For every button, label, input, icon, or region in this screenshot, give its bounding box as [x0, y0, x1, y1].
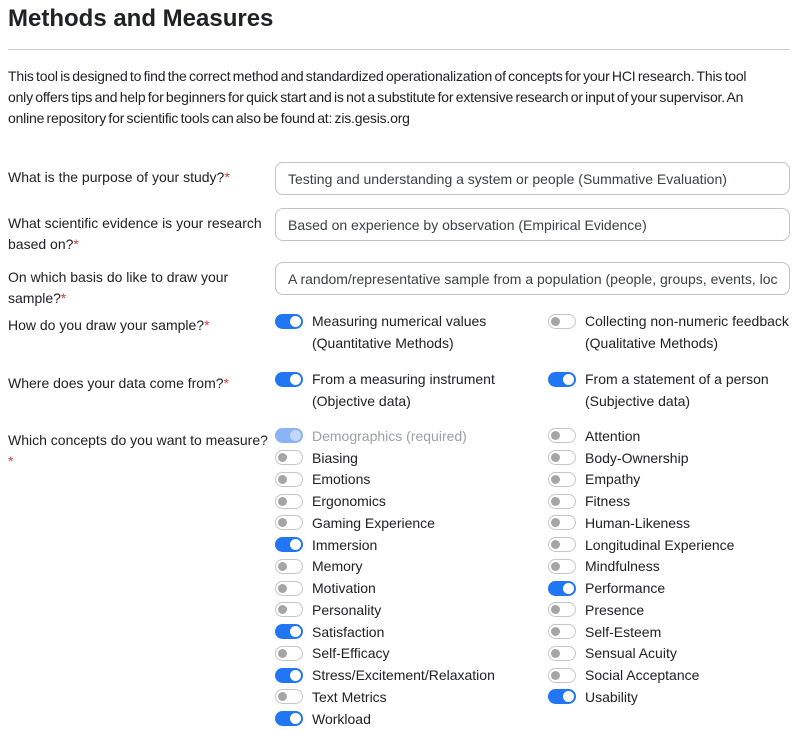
- concept-label: Human-Likeness: [585, 514, 691, 531]
- toggle-option-subjective: [548, 368, 769, 412]
- concept-toggle-row: [275, 686, 548, 708]
- objective-toggle-label: From a measuring instrument (Objective data): [312, 371, 495, 409]
- required-asterisk: *: [8, 453, 14, 469]
- concept-toggle-row: [548, 490, 790, 512]
- concept-toggle-row: [275, 490, 548, 512]
- concept-label: Fitness: [585, 493, 631, 510]
- concept-toggle-row: [275, 447, 548, 469]
- concept-label: Personality: [312, 601, 382, 618]
- subjective-toggle-switch[interactable]: [548, 372, 576, 387]
- concept-label: Biasing: [312, 449, 358, 466]
- concept-toggle-switch[interactable]: [548, 646, 576, 661]
- objective-toggle-switch[interactable]: [275, 372, 303, 387]
- page-title: Methods and Measures: [8, 5, 274, 32]
- concepts-question-label: Which concepts do you want to measure? *: [8, 425, 275, 472]
- required-asterisk: *: [224, 169, 230, 185]
- concept-label: Text Metrics: [312, 688, 387, 705]
- concept-toggle-row: [548, 643, 790, 665]
- quantitative-toggle-switch[interactable]: [275, 314, 303, 329]
- intro-description: [8, 66, 790, 129]
- concept-label: Immersion: [312, 536, 378, 553]
- concept-toggle-switch[interactable]: [548, 624, 576, 639]
- concept-toggle-row: [548, 447, 790, 469]
- concept-label: Stress/Excitement/Relaxation: [312, 667, 495, 684]
- concept-toggle-row: [275, 469, 548, 491]
- concept-toggle-switch[interactable]: [275, 624, 303, 639]
- concept-toggle-row: [275, 664, 548, 686]
- toggle-option-objective: [275, 368, 548, 412]
- concepts-column-left: [275, 425, 548, 730]
- quantitative-toggle-label: Measuring numerical values (Quantitative Methods): [312, 313, 487, 351]
- required-asterisk: *: [60, 290, 67, 306]
- concept-label: Usability: [585, 688, 638, 705]
- purpose-question-label: What is the purpose of your study?*: [8, 169, 230, 185]
- question-draw-sample-row: [8, 310, 790, 354]
- concept-toggle-switch[interactable]: [275, 646, 303, 661]
- concept-toggle-switch[interactable]: [548, 581, 576, 596]
- concept-toggle-row: [275, 708, 548, 730]
- concept-label: Social Acceptance: [585, 667, 700, 684]
- data-source-question-label: Where does your data come from?*: [8, 375, 229, 391]
- concept-toggle-switch[interactable]: [548, 472, 576, 487]
- concept-toggle-row: [548, 664, 790, 686]
- concept-label: Memory: [312, 558, 363, 575]
- concept-label: Ergonomics: [312, 493, 386, 510]
- concept-toggle-row: [275, 534, 548, 556]
- concept-toggle-row: [548, 512, 790, 534]
- concept-label: Mindfulness: [585, 558, 660, 575]
- subjective-toggle-label: From a statement of a person (Subjective data): [585, 371, 769, 409]
- concept-label: Demographics (required): [312, 427, 467, 444]
- concept-toggle-switch[interactable]: [548, 494, 576, 509]
- concept-toggle-row: [275, 621, 548, 643]
- concept-toggle-row: [275, 577, 548, 599]
- concept-toggle-switch[interactable]: [275, 450, 303, 465]
- concept-label: Emotions: [312, 471, 371, 488]
- purpose-input[interactable]: [275, 162, 790, 195]
- concept-toggle-row: [548, 534, 790, 556]
- basis-input[interactable]: [275, 262, 790, 295]
- concept-toggle-switch[interactable]: [548, 428, 576, 443]
- concept-toggle-row: [548, 556, 790, 578]
- concept-toggle-switch[interactable]: [548, 537, 576, 552]
- concept-toggle-switch[interactable]: [548, 602, 576, 617]
- draw-sample-question-label: How do you draw your sample?*: [8, 317, 210, 333]
- concept-toggle-switch[interactable]: [275, 515, 303, 530]
- concepts-column-right: [548, 425, 790, 730]
- concept-toggle-switch[interactable]: [275, 494, 303, 509]
- concept-toggle-row: [275, 425, 548, 447]
- concept-toggle-row: [275, 643, 548, 665]
- question-evidence-row: [8, 208, 790, 252]
- concept-toggle-row: [275, 512, 548, 534]
- concept-toggle-switch[interactable]: [275, 537, 303, 552]
- description-line: This tool is designed to find the correct method and standardized operationalization of concepts for your HCI research. This tool: [8, 68, 747, 84]
- required-asterisk: *: [204, 317, 210, 333]
- concept-label: Self-Esteem: [585, 623, 662, 640]
- concept-toggle-row: [275, 599, 548, 621]
- concept-label: Longitudinal Experience: [585, 536, 735, 553]
- concept-toggle-row: [548, 686, 790, 708]
- concept-label: Gaming Experience: [312, 514, 435, 531]
- concept-toggle-switch[interactable]: [275, 472, 303, 487]
- divider: [8, 49, 790, 50]
- concepts-grid: [275, 425, 790, 730]
- concept-toggle-switch[interactable]: [548, 559, 576, 574]
- concept-toggle-switch[interactable]: [275, 711, 303, 726]
- description-line: online repository for scientific tools can also be found at: zis.gesis.org: [8, 110, 410, 126]
- question-purpose-row: [8, 162, 790, 195]
- concept-toggle-row: [548, 599, 790, 621]
- concept-toggle-switch[interactable]: [275, 581, 303, 596]
- concept-toggle-switch[interactable]: [275, 559, 303, 574]
- question-concepts-row: [8, 425, 790, 730]
- concept-label: Attention: [585, 427, 641, 444]
- concept-label: Body-Ownership: [585, 449, 689, 466]
- concept-toggle-row: [548, 469, 790, 491]
- concept-toggle-row: [548, 577, 790, 599]
- concept-toggle-switch[interactable]: [275, 689, 303, 704]
- concept-toggle-switch[interactable]: [548, 668, 576, 683]
- basis-question-label: On which basis do like to draw your sample?*: [8, 269, 229, 306]
- toggle-option-qualitative: [548, 310, 789, 354]
- required-asterisk: *: [223, 375, 229, 391]
- concept-toggle-switch[interactable]: [275, 602, 303, 617]
- methods-form: [8, 162, 790, 730]
- concept-label: Satisfaction: [312, 623, 385, 640]
- concept-label: Sensual Acuity: [585, 645, 677, 662]
- concept-toggle-switch[interactable]: [548, 515, 576, 530]
- description-line: only offers tips and help for beginners for quick start and is not a substitute for extensive research or input of your supervisor. An: [8, 89, 744, 105]
- toggle-option-quantitative: [275, 310, 548, 354]
- concept-label: Self-Efficacy: [312, 645, 390, 662]
- required-asterisk: *: [73, 236, 79, 252]
- concept-label: Motivation: [312, 580, 376, 597]
- evidence-input[interactable]: [275, 208, 790, 241]
- concept-label: Performance: [585, 580, 666, 597]
- concept-toggle-switch[interactable]: [548, 450, 576, 465]
- evidence-question-label: What scientific evidence is your research based on?*: [8, 215, 262, 252]
- question-basis-row: [8, 262, 790, 306]
- concept-toggle-switch[interactable]: [275, 668, 303, 683]
- concept-toggle-row: [548, 425, 790, 447]
- concept-toggle-switch[interactable]: [275, 428, 303, 443]
- concept-label: Presence: [585, 601, 645, 618]
- question-data-source-row: [8, 368, 790, 412]
- qualitative-toggle-switch[interactable]: [548, 314, 576, 329]
- concept-toggle-row: [275, 556, 548, 578]
- qualitative-toggle-label: Collecting non-numeric feedback (Qualitative Methods): [585, 313, 789, 351]
- concept-label: Workload: [312, 710, 371, 727]
- concept-toggle-switch[interactable]: [548, 689, 576, 704]
- concept-toggle-row: [548, 621, 790, 643]
- concept-label: Empathy: [585, 471, 641, 488]
